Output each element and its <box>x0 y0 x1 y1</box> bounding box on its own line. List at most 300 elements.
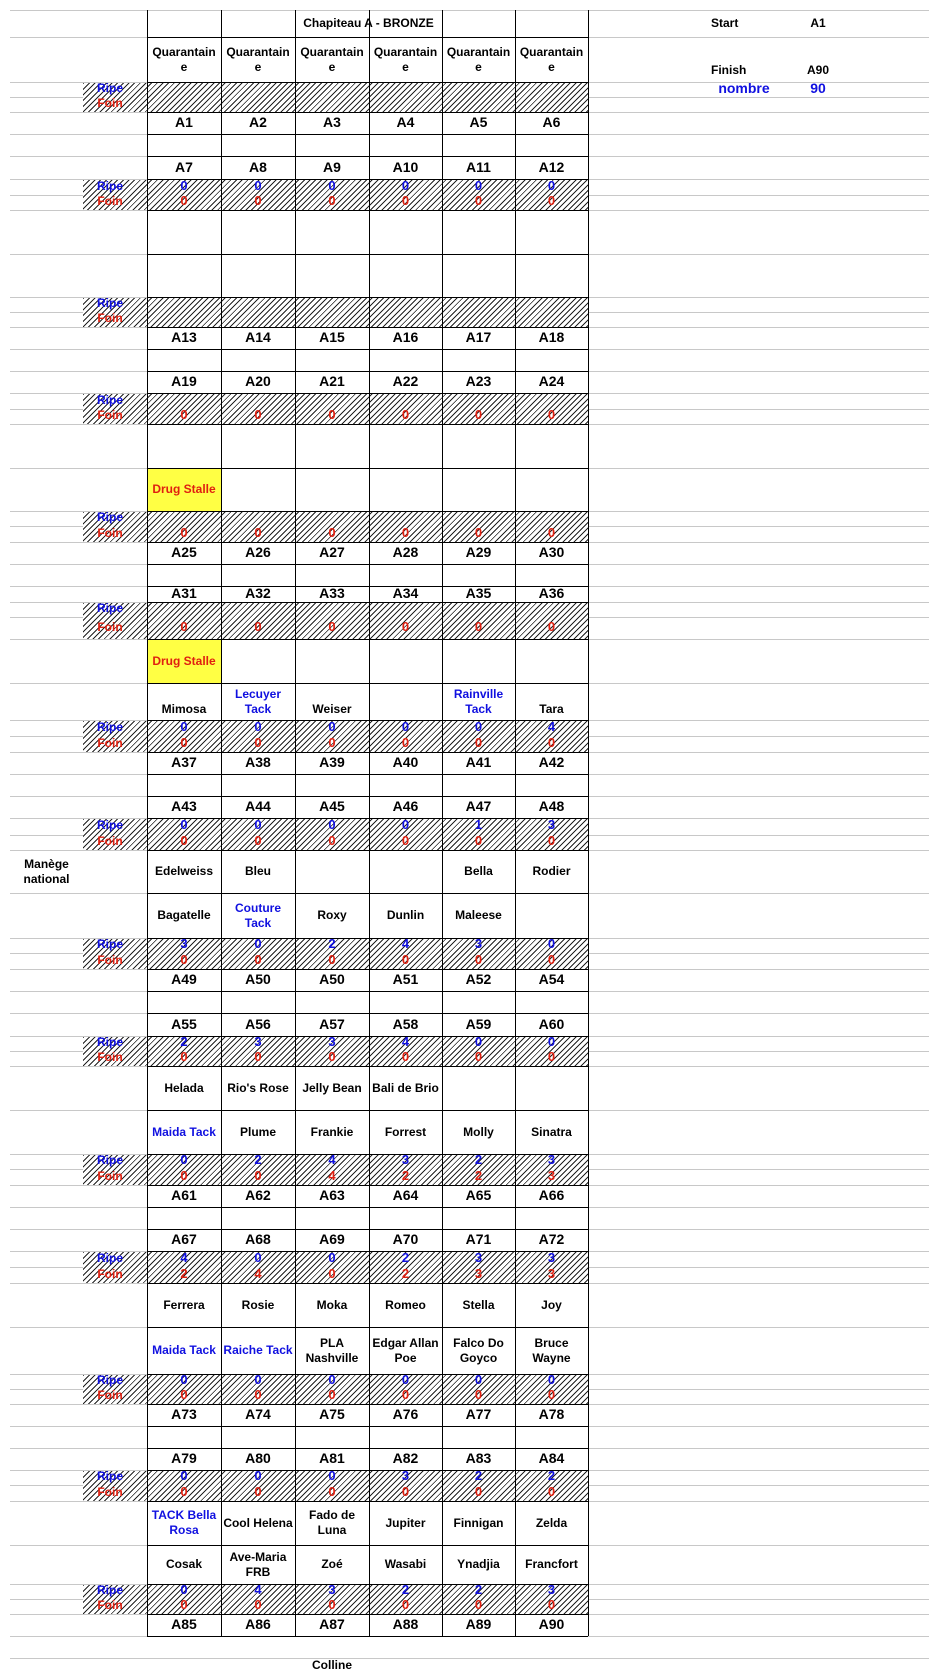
horse-name: Raiche Tack <box>223 1343 293 1357</box>
ripe-count: 0 <box>328 718 336 734</box>
foin-count: 0 <box>180 1049 188 1065</box>
foin-count: 0 <box>180 1167 188 1183</box>
ripe-count: 3 <box>328 1582 336 1598</box>
ripe-count: 4 <box>328 1152 336 1168</box>
ripe-label: Ripe <box>96 1583 123 1597</box>
stall-id: A18 <box>538 329 565 346</box>
stall-id: A89 <box>465 1616 492 1633</box>
horse-name: Finnigan <box>453 1515 504 1530</box>
horse-name: Cool Helena <box>223 1515 293 1530</box>
ripe-label: Ripe <box>96 1250 123 1265</box>
ripe-count: 0 <box>254 177 262 193</box>
horse-name: Tara <box>539 702 564 716</box>
ripe-label: Ripe <box>96 1035 123 1049</box>
foin-count: 0 <box>254 951 262 967</box>
ripe-count: 0 <box>474 177 483 193</box>
grid-border-h <box>147 82 588 83</box>
ripe-count: 3 <box>474 1249 483 1265</box>
stall-id: A37 <box>171 754 197 771</box>
sheet-title: Chapiteau A - BRONZE <box>303 16 434 30</box>
ripe-count: 0 <box>180 1372 188 1388</box>
grid-border-h <box>147 564 588 565</box>
stall-id: A77 <box>465 1406 492 1423</box>
horse-name: Fado de Luna <box>308 1508 355 1537</box>
stall-id: A52 <box>465 971 492 988</box>
finish-value: A90 <box>806 62 829 77</box>
stall-id: A41 <box>465 754 492 771</box>
stall-id: A71 <box>465 1231 492 1248</box>
stall-id: A47 <box>465 798 492 815</box>
foin-count: 0 <box>474 407 483 423</box>
stall-id: A50 <box>319 971 345 988</box>
stall-id: A60 <box>538 1015 565 1032</box>
stall-id: A3 <box>323 114 341 131</box>
bottom-label: Colline <box>311 1658 352 1672</box>
stall-id: A84 <box>538 1450 565 1467</box>
foin-count: 0 <box>328 193 336 209</box>
foin-count: 0 <box>254 1387 262 1403</box>
stall-id: A39 <box>319 754 345 771</box>
ripe-count: 4 <box>401 936 410 952</box>
stall-id: A1 <box>175 114 193 131</box>
ripe-count: 2 <box>474 1582 483 1598</box>
ripe-count: 0 <box>474 1034 483 1050</box>
ripe-count: 0 <box>254 1249 262 1265</box>
hatched-band <box>83 298 588 327</box>
ripe-count: 4 <box>180 1249 188 1265</box>
ripe-count: 3 <box>401 1152 410 1168</box>
stall-id: A23 <box>465 373 492 390</box>
stall-id: A69 <box>319 1231 345 1248</box>
ripe-count: 0 <box>474 1372 483 1388</box>
ripe-count: 2 <box>474 1468 483 1484</box>
ripe-count: 2 <box>180 1034 188 1050</box>
stall-id: A14 <box>245 329 271 346</box>
grid-border-h <box>147 774 588 775</box>
stall-id: A75 <box>319 1406 345 1423</box>
foin-count: 0 <box>474 193 483 209</box>
foin-count: 0 <box>180 618 188 634</box>
stall-id: A8 <box>249 158 267 175</box>
stall-id: A50 <box>245 971 271 988</box>
ripe-count: 0 <box>254 1372 262 1388</box>
ripe-count: 3 <box>328 1034 336 1050</box>
horse-name: Sinatra <box>531 1124 572 1139</box>
stall-id: A35 <box>465 585 492 602</box>
foin-label: Foin <box>97 1168 123 1183</box>
foin-count: 0 <box>328 618 336 634</box>
stall-id: A67 <box>171 1231 197 1248</box>
horse-name: Roxy <box>317 908 347 922</box>
stall-id: A32 <box>245 585 271 602</box>
ripe-label: Ripe <box>96 510 123 524</box>
stall-id: A90 <box>538 1616 565 1633</box>
foin-count: 0 <box>254 524 262 540</box>
foin-count: 3 <box>474 1265 483 1281</box>
foin-count: 0 <box>328 1265 336 1281</box>
foin-label: Foin <box>97 1484 123 1499</box>
stall-id: A31 <box>171 585 197 602</box>
foin-count: 0 <box>328 833 336 849</box>
horse-name: Maida Tack <box>152 1124 216 1139</box>
count-value: 90 <box>810 80 826 97</box>
ripe-count: 0 <box>180 177 188 193</box>
foin-count: 0 <box>254 734 262 750</box>
horse-name: Rosie <box>241 1297 275 1312</box>
grid-border-h <box>147 297 588 298</box>
foin-label: Foin <box>97 1388 123 1402</box>
ripe-count: 0 <box>180 1468 188 1484</box>
grid-border-h <box>147 349 588 350</box>
grid-border-h <box>147 393 588 394</box>
ripe-count: 0 <box>328 177 336 193</box>
ripe-count: 3 <box>474 936 483 952</box>
stall-id: A21 <box>319 373 345 390</box>
horse-name: Mimosa <box>161 702 207 716</box>
stall-id: A29 <box>465 544 492 561</box>
stall-id: A79 <box>171 1450 197 1467</box>
ripe-count: 0 <box>401 1372 410 1388</box>
ripe-count: 0 <box>254 936 262 952</box>
ripe-label: Ripe <box>96 818 123 832</box>
foin-count: 4 <box>328 1167 336 1183</box>
stall-id: A51 <box>392 971 419 988</box>
stall-id: A9 <box>323 158 341 175</box>
stall-id: A81 <box>319 1450 345 1467</box>
ripe-count: 4 <box>254 1582 262 1598</box>
stall-id: A73 <box>171 1406 197 1423</box>
foin-label: Foin <box>97 96 123 110</box>
stall-id: A44 <box>245 798 271 815</box>
foin-label: Foin <box>97 408 123 422</box>
stall-id: A80 <box>245 1450 271 1467</box>
horse-name: Falco Do Goyco <box>453 1335 504 1365</box>
ripe-count: 0 <box>180 817 188 833</box>
foin-count: 0 <box>401 524 410 540</box>
grid-border-h <box>147 1426 588 1427</box>
horse-name: PLA Nashville <box>305 1335 359 1365</box>
foin-count: 0 <box>547 524 556 540</box>
horse-name: Romeo <box>385 1297 426 1312</box>
foin-count: 3 <box>547 1265 556 1281</box>
stall-id: A16 <box>392 329 419 346</box>
ripe-count: 0 <box>180 1582 188 1598</box>
stall-id: A45 <box>319 798 345 815</box>
stall-id: A10 <box>392 158 419 175</box>
stall-id: A33 <box>319 585 345 602</box>
hatched-band <box>83 83 588 112</box>
stall-id: A42 <box>538 754 565 771</box>
ripe-label: Ripe <box>96 392 123 407</box>
horse-name: Joy <box>541 1297 562 1312</box>
horse-name: Drug Stalle <box>152 653 216 668</box>
foin-count: 0 <box>474 734 483 750</box>
foin-count: 0 <box>547 734 556 750</box>
quarantine-header: Quarantaine <box>519 44 584 74</box>
foin-count: 0 <box>401 1049 410 1065</box>
foin-label: Foin <box>97 834 123 848</box>
stall-id: A86 <box>245 1616 271 1633</box>
stall-id: A63 <box>319 1187 345 1204</box>
horse-name: Stella <box>462 1297 495 1312</box>
ripe-count: 2 <box>547 1468 556 1484</box>
foin-label: Foin <box>97 1266 123 1281</box>
stall-id: A59 <box>465 1015 492 1032</box>
stall-id: A62 <box>245 1187 271 1204</box>
foin-label: Foin <box>97 1598 123 1612</box>
stall-id: A54 <box>538 971 565 988</box>
horse-name: Cosak <box>165 1557 203 1571</box>
foin-count: 0 <box>474 951 483 967</box>
stall-id: A20 <box>245 373 271 390</box>
horse-name: Moka <box>316 1297 348 1312</box>
stall-id: A57 <box>319 1015 345 1032</box>
ripe-count: 0 <box>401 718 410 734</box>
quarantine-header: Quarantaine <box>446 44 511 74</box>
foin-label: Foin <box>97 619 123 634</box>
ripe-count: 0 <box>328 1372 336 1388</box>
foin-count: 0 <box>547 618 556 634</box>
ripe-count: 4 <box>547 718 556 734</box>
stall-id: A19 <box>171 373 197 390</box>
finish-label: Finish <box>711 62 747 77</box>
horse-name: Maleese <box>455 908 502 922</box>
foin-label: Foin <box>97 311 123 325</box>
horse-name: Bagatelle <box>157 908 211 922</box>
stall-id: A64 <box>392 1187 419 1204</box>
foin-count: 0 <box>180 734 188 750</box>
count-label: nombre <box>718 80 770 97</box>
stall-id: A70 <box>392 1231 419 1248</box>
foin-count: 0 <box>254 1597 262 1613</box>
foin-count: 0 <box>547 193 556 209</box>
ripe-count: 0 <box>180 1152 188 1168</box>
horse-name: Francfort <box>525 1557 578 1571</box>
ripe-count: 0 <box>328 817 336 833</box>
ripe-label: Ripe <box>96 719 123 734</box>
foin-count: 0 <box>254 1167 262 1183</box>
foin-count: 0 <box>328 1597 336 1613</box>
stall-id: A65 <box>465 1187 492 1204</box>
stall-id: A40 <box>392 754 419 771</box>
horse-name: Maida Tack <box>152 1343 216 1357</box>
foin-label: Foin <box>97 194 123 208</box>
ripe-count: 3 <box>547 1582 556 1598</box>
ripe-count: 0 <box>254 817 262 833</box>
foin-count: 0 <box>254 833 262 849</box>
foin-count: 2 <box>474 1167 483 1183</box>
foin-count: 0 <box>547 833 556 849</box>
ripe-count: 0 <box>474 718 483 734</box>
ripe-count: 3 <box>180 936 188 952</box>
grid-border-v <box>588 10 589 1636</box>
foin-count: 0 <box>254 1483 262 1499</box>
stall-id: A66 <box>538 1187 565 1204</box>
grid-border-h <box>147 424 588 425</box>
start-label: Start <box>711 16 739 30</box>
foin-count: 0 <box>401 1597 410 1613</box>
ripe-label: Ripe <box>96 81 123 95</box>
stall-id: A36 <box>538 585 565 602</box>
foin-count: 4 <box>254 1265 262 1281</box>
foin-count: 0 <box>180 524 188 540</box>
horse-name: Ave-Maria FRB <box>229 1549 287 1579</box>
foin-count: 0 <box>474 833 483 849</box>
ripe-count: 0 <box>328 1249 336 1265</box>
ripe-count: 0 <box>547 1372 556 1388</box>
foin-count: 0 <box>474 618 483 634</box>
ripe-count: 0 <box>328 1468 336 1484</box>
stall-id: A83 <box>465 1450 492 1467</box>
ripe-count: 0 <box>401 177 410 193</box>
ripe-count: 3 <box>547 817 556 833</box>
horse-name: Ferrera <box>163 1297 205 1312</box>
quarantine-header: Quarantaine <box>300 44 364 74</box>
ripe-count: 3 <box>401 1468 410 1484</box>
foin-count: 0 <box>254 193 262 209</box>
grid-border-h <box>147 254 588 255</box>
foin-count: 0 <box>547 951 556 967</box>
stall-id: A2 <box>249 114 267 131</box>
stall-id: A7 <box>175 158 193 175</box>
stall-id: A25 <box>171 544 197 561</box>
foin-count: 0 <box>328 734 336 750</box>
ripe-label: Ripe <box>96 296 123 310</box>
horse-name: Jelly Bean <box>302 1080 362 1095</box>
foin-count: 0 <box>328 1387 336 1403</box>
horse-name: Helada <box>164 1080 204 1095</box>
ripe-count: 0 <box>180 718 188 734</box>
foin-count: 0 <box>180 1597 188 1613</box>
stall-id: A85 <box>171 1616 197 1633</box>
foin-count: 0 <box>474 524 483 540</box>
foin-count: 0 <box>254 407 262 423</box>
foin-count: 0 <box>547 407 556 423</box>
foin-count: 0 <box>180 1387 188 1403</box>
horse-name: Bella <box>464 864 493 878</box>
foin-count: 0 <box>254 618 262 634</box>
quarantine-header: Quarantaine <box>152 44 216 74</box>
foin-label: Foin <box>97 952 123 967</box>
stall-id: A72 <box>538 1231 565 1248</box>
foin-count: 0 <box>547 1387 556 1403</box>
stall-id: A55 <box>171 1015 197 1032</box>
grid-border-h <box>147 134 588 135</box>
stall-id: A43 <box>171 798 197 815</box>
grid-border-h <box>147 1636 588 1637</box>
ripe-label: Ripe <box>96 601 123 615</box>
horse-name: Rodier <box>532 864 571 878</box>
horse-name: Frankie <box>310 1124 354 1139</box>
foin-count: 0 <box>401 407 410 423</box>
stall-id: A13 <box>171 329 197 346</box>
ripe-count: 0 <box>254 1468 262 1484</box>
ripe-count: 3 <box>547 1249 556 1265</box>
foin-count: 0 <box>328 1483 336 1499</box>
stall-id: A30 <box>538 544 565 561</box>
stall-id: A15 <box>319 329 345 346</box>
foin-count: 0 <box>401 951 410 967</box>
foin-count: 0 <box>180 833 188 849</box>
foin-label: Foin <box>97 735 123 750</box>
start-value: A1 <box>810 16 826 30</box>
foin-count: 0 <box>328 524 336 540</box>
stall-id: A6 <box>542 114 561 131</box>
stall-id: A82 <box>392 1450 419 1467</box>
horse-name: Bali de Brio <box>372 1080 439 1095</box>
stall-id: A88 <box>392 1616 419 1633</box>
side-label: Manège national <box>23 856 70 886</box>
horse-name: Edgar Allan Poe <box>372 1335 439 1365</box>
stall-id: A24 <box>538 373 565 390</box>
stall-id: A4 <box>396 114 415 131</box>
ripe-label: Ripe <box>96 1469 123 1483</box>
foin-count: 2 <box>401 1167 410 1183</box>
ripe-label: Ripe <box>96 1373 123 1387</box>
foin-count: 0 <box>401 833 410 849</box>
horse-name: Bruce Wayne <box>532 1335 571 1365</box>
foin-count: 0 <box>254 1049 262 1065</box>
horse-name: Dunlin <box>386 908 425 922</box>
ripe-label: Ripe <box>96 937 123 951</box>
ripe-count: 2 <box>254 1152 262 1168</box>
foin-count: 0 <box>547 1049 556 1065</box>
foin-count: 2 <box>401 1265 410 1281</box>
stall-id: A28 <box>392 544 419 561</box>
grid-border-h <box>147 1207 588 1208</box>
horse-name: Zelda <box>535 1515 568 1530</box>
foin-count: 0 <box>401 734 410 750</box>
ripe-count: 3 <box>254 1034 262 1050</box>
horse-name: Bleu <box>244 864 271 878</box>
foin-count: 0 <box>474 1049 483 1065</box>
foin-count: 0 <box>474 1387 483 1403</box>
stall-id: A12 <box>538 158 565 175</box>
ripe-count: 4 <box>401 1034 410 1050</box>
stall-id: A27 <box>319 544 345 561</box>
horse-name: Zoé <box>321 1557 343 1571</box>
ripe-label: Ripe <box>96 1153 123 1167</box>
stall-id: A5 <box>469 114 488 131</box>
grid-border-h <box>147 602 588 603</box>
horse-name: Forrest <box>384 1124 427 1139</box>
stall-id: A56 <box>245 1015 271 1032</box>
foin-count: 0 <box>180 951 188 967</box>
horse-name: Molly <box>463 1124 494 1139</box>
ripe-count: 3 <box>547 1152 556 1168</box>
quarantine-header: Quarantaine <box>226 44 290 74</box>
stall-id: A78 <box>538 1406 565 1423</box>
horse-name: Rainville Tack <box>453 686 504 716</box>
stall-id: A61 <box>171 1187 197 1204</box>
horse-name: TACK Bella Rosa <box>151 1508 217 1537</box>
stall-id: A58 <box>392 1015 419 1032</box>
foin-count: 0 <box>474 1597 483 1613</box>
ripe-count: 2 <box>401 1582 410 1598</box>
grid-border-h <box>147 511 588 512</box>
stall-id: A76 <box>392 1406 419 1423</box>
foin-count: 0 <box>328 951 336 967</box>
foin-count: 0 <box>180 193 188 209</box>
horse-name: Jupiter <box>385 1515 426 1530</box>
foin-count: 0 <box>180 407 188 423</box>
foin-count: 3 <box>547 1167 556 1183</box>
foin-count: 2 <box>180 1265 188 1281</box>
ripe-label: Ripe <box>96 178 123 193</box>
foin-count: 0 <box>180 1483 188 1499</box>
stall-id: A74 <box>245 1406 271 1423</box>
stall-id: A11 <box>466 158 491 175</box>
